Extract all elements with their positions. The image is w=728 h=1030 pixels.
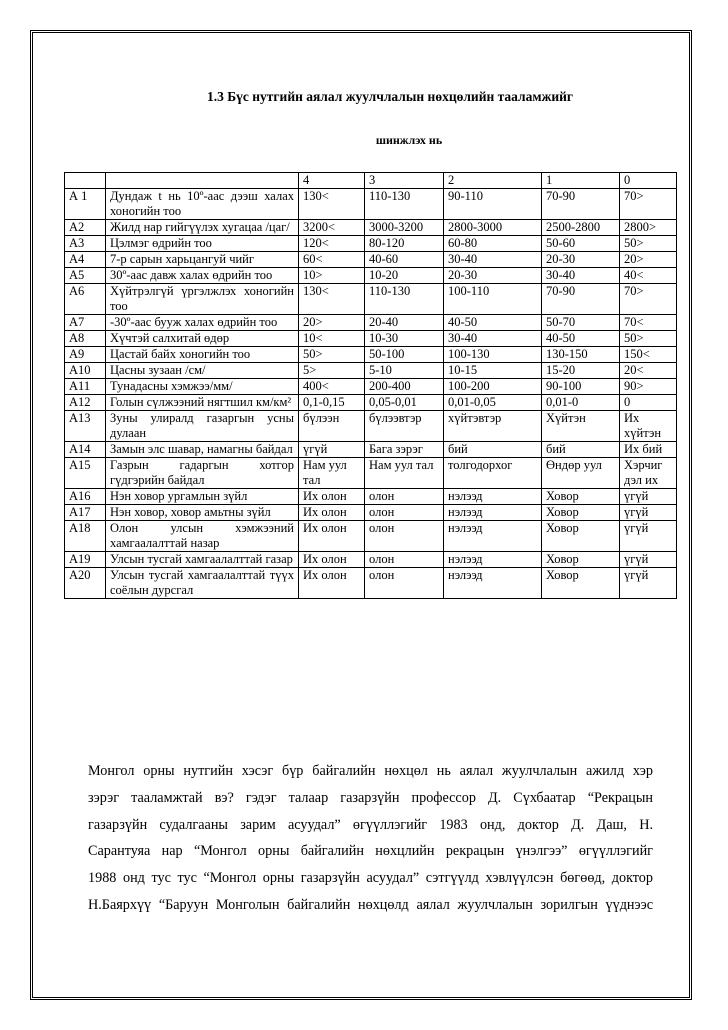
row-criterion: Нэн ховор ургамлын зүйл — [106, 489, 299, 505]
table-row — [65, 189, 677, 220]
row-score-0: 2800> — [620, 220, 677, 236]
row-score-0: 150< — [620, 347, 677, 363]
row-score-3: Бага зэрэг — [365, 442, 444, 458]
row-code: А13 — [65, 411, 106, 442]
row-score-4: Нам уул тал — [299, 458, 365, 489]
row-score-3: олон — [365, 489, 444, 505]
row-criterion: Нэн ховор, ховор амьтны зүйл — [106, 505, 299, 521]
row-score-4: 3200< — [299, 220, 365, 236]
row-score-3: 110-130 — [365, 189, 444, 220]
row-code: А17 — [65, 505, 106, 521]
row-score-0: 70< — [620, 315, 677, 331]
row-score-0: 20< — [620, 363, 677, 379]
row-score-4: 400< — [299, 379, 365, 395]
row-criterion: Тунадасны хэмжээ/мм/ — [106, 379, 299, 395]
row-score-3: 200-400 — [365, 379, 444, 395]
paragraph-line: Монгол орны нутгийн хэсэг бүр байгалийн нөхцөл нь аялал жуулчлалын ажилд хэр — [88, 763, 653, 779]
row-score-4: Их олон — [299, 521, 365, 552]
row-score-4: 10< — [299, 331, 365, 347]
row-score-2: нэлээд — [444, 489, 542, 505]
row-score-0: үгүй — [620, 521, 677, 552]
row-score-0: 70> — [620, 284, 677, 315]
table-row — [65, 552, 677, 568]
row-criterion: Голын сүлжээний нягтшил км/км² — [106, 395, 299, 411]
header-score-0: 0 — [620, 173, 677, 189]
row-score-3: 5-10 — [365, 363, 444, 379]
table-header-row — [65, 173, 677, 189]
row-score-3: бүлээвтэр — [365, 411, 444, 442]
row-code: А7 — [65, 315, 106, 331]
paragraph-line: 1988 онд тус тус “Монгол орны газарзүйн асуудал” сэтгүүлд хэвлүүлсэн бөгөөд, доктор — [88, 870, 653, 887]
header-score-3: 3 — [365, 173, 444, 189]
row-score-4: үгүй — [299, 442, 365, 458]
table-row — [65, 315, 677, 331]
header-code — [65, 173, 106, 189]
row-criterion: Дундаж t нь 10º-аас дээш халах хоногийн тоо — [106, 189, 299, 220]
row-code: А4 — [65, 252, 106, 268]
row-code: А 1 — [65, 189, 106, 220]
row-criterion: Улсын тусгай хамгаалалттай газар — [106, 552, 299, 568]
row-score-4: 20> — [299, 315, 365, 331]
row-score-1: Ховор — [542, 489, 620, 505]
table-row — [65, 379, 677, 395]
row-score-1: Ховор — [542, 568, 620, 599]
row-score-1: 15-20 — [542, 363, 620, 379]
table-row — [65, 363, 677, 379]
row-score-3: Нам уул тал — [365, 458, 444, 489]
row-criterion: Замын элс шавар, намагны байдал — [106, 442, 299, 458]
row-code: А3 — [65, 236, 106, 252]
row-criterion: Цастай байх хоногийн тоо — [106, 347, 299, 363]
row-score-1: Ховор — [542, 505, 620, 521]
paragraph-line: Н.Баярхүү “Баруун Монголын байгалийн нөхцөлд аялал жуулчлалын зорилгын үүднээс — [88, 896, 653, 913]
row-score-1: Ховор — [542, 552, 620, 568]
row-score-0: 70> — [620, 189, 677, 220]
row-code: А19 — [65, 552, 106, 568]
row-score-1: Өндөр уул — [542, 458, 620, 489]
row-score-0: үгүй — [620, 489, 677, 505]
body-paragraph — [88, 758, 653, 919]
section-title-continuation: шинжлэх нь — [375, 133, 443, 147]
row-score-3: 10-30 — [365, 331, 444, 347]
row-score-2: 40-50 — [444, 315, 542, 331]
table-row — [65, 395, 677, 411]
row-code: А15 — [65, 458, 106, 489]
row-score-0: 90> — [620, 379, 677, 395]
row-score-3: 110-130 — [365, 284, 444, 315]
row-code: А6 — [65, 284, 106, 315]
row-criterion: Цэлмэг өдрийн тоо — [106, 236, 299, 252]
row-score-4: Их олон — [299, 489, 365, 505]
row-score-2: бий — [444, 442, 542, 458]
row-code: А9 — [65, 347, 106, 363]
row-score-4: Их олон — [299, 552, 365, 568]
row-score-2: хүйтэвтэр — [444, 411, 542, 442]
row-criterion: Олон улсын хэмжээний хамгаалалттай назар — [106, 521, 299, 552]
row-code: А11 — [65, 379, 106, 395]
row-code: А10 — [65, 363, 106, 379]
row-score-2: нэлээд — [444, 521, 542, 552]
row-code: А20 — [65, 568, 106, 599]
row-score-0: 20> — [620, 252, 677, 268]
table-row — [65, 284, 677, 315]
table-row — [65, 347, 677, 363]
row-score-3: олон — [365, 552, 444, 568]
row-code: А12 — [65, 395, 106, 411]
row-criterion: 30º-аас давж халах өдрийн тоо — [106, 268, 299, 284]
row-score-3: олон — [365, 521, 444, 552]
row-score-2: 20-30 — [444, 268, 542, 284]
row-score-1: 130-150 — [542, 347, 620, 363]
row-code: А14 — [65, 442, 106, 458]
row-score-3: олон — [365, 505, 444, 521]
row-score-3: олон — [365, 568, 444, 599]
row-score-1: 0,01-0 — [542, 395, 620, 411]
row-score-1: Хүйтэн — [542, 411, 620, 442]
row-criterion: Газрын гадаргын хотгор гүдгэрийн байдал — [106, 458, 299, 489]
row-score-0: Их бий — [620, 442, 677, 458]
row-score-3: 40-60 — [365, 252, 444, 268]
row-score-0: Их хүйтэн — [620, 411, 677, 442]
row-score-1: бий — [542, 442, 620, 458]
row-score-2: 30-40 — [444, 331, 542, 347]
row-score-2: 60-80 — [444, 236, 542, 252]
row-code: А8 — [65, 331, 106, 347]
row-score-4: Их олон — [299, 505, 365, 521]
row-score-3: 80-120 — [365, 236, 444, 252]
row-code: А18 — [65, 521, 106, 552]
row-score-3: 50-100 — [365, 347, 444, 363]
row-score-1: 2500-2800 — [542, 220, 620, 236]
row-score-0: үгүй — [620, 568, 677, 599]
row-score-3: 3000-3200 — [365, 220, 444, 236]
row-score-1: 30-40 — [542, 268, 620, 284]
row-score-1: 50-60 — [542, 236, 620, 252]
section-title: 1.3 Бүс нутгийн аялал жуулчлалын нөхцөлийн тааламжийг — [206, 89, 574, 104]
table-row — [65, 411, 677, 442]
row-score-2: 90-110 — [444, 189, 542, 220]
row-score-2: нэлээд — [444, 552, 542, 568]
row-score-0: үгүй — [620, 552, 677, 568]
row-score-4: 0,1-0,15 — [299, 395, 365, 411]
row-criterion: Цасны зузаан /см/ — [106, 363, 299, 379]
row-score-0: Хэрчиг дэл их — [620, 458, 677, 489]
row-score-4: бүлээн — [299, 411, 365, 442]
table-row — [65, 220, 677, 236]
table-row — [65, 236, 677, 252]
row-score-3: 0,05-0,01 — [365, 395, 444, 411]
row-score-0: үгүй — [620, 505, 677, 521]
row-score-4: 5> — [299, 363, 365, 379]
row-score-1: 70-90 — [542, 189, 620, 220]
table-row — [65, 252, 677, 268]
table-row — [65, 442, 677, 458]
row-criterion: Хүйтрэлгүй үргэлжлэх хоногийн тоо — [106, 284, 299, 315]
row-score-2: толгодорхог — [444, 458, 542, 489]
row-code: А16 — [65, 489, 106, 505]
row-score-4: 50> — [299, 347, 365, 363]
row-score-0: 50> — [620, 236, 677, 252]
row-score-2: 10-15 — [444, 363, 542, 379]
row-score-0: 0 — [620, 395, 677, 411]
row-score-4: 120< — [299, 236, 365, 252]
row-score-4: 60< — [299, 252, 365, 268]
row-code: А2 — [65, 220, 106, 236]
row-score-1: Ховор — [542, 521, 620, 552]
table-row — [65, 521, 677, 552]
row-score-4: 130< — [299, 284, 365, 315]
row-score-4: 10> — [299, 268, 365, 284]
header-score-1: 1 — [542, 173, 620, 189]
table-row — [65, 489, 677, 505]
row-criterion: Хүчтэй салхитай өдөр — [106, 331, 299, 347]
row-code: А5 — [65, 268, 106, 284]
row-score-4: Их олон — [299, 568, 365, 599]
paragraph-line: газарзүйн судалгааны зарим асуудал” өгүүллэгийг 1983 онд, доктор Д. Даш, Н. — [88, 816, 653, 833]
row-score-1: 90-100 — [542, 379, 620, 395]
row-score-4: 130< — [299, 189, 365, 220]
row-score-0: 50> — [620, 331, 677, 347]
row-score-2: 30-40 — [444, 252, 542, 268]
table-row — [65, 268, 677, 284]
row-score-2: 2800-3000 — [444, 220, 542, 236]
row-score-2: 0,01-0,05 — [444, 395, 542, 411]
row-score-1: 50-70 — [542, 315, 620, 331]
table-row — [65, 568, 677, 599]
row-score-1: 40-50 — [542, 331, 620, 347]
row-criterion: Жилд нар гийгүүлэх хугацаа /цаг/ — [106, 220, 299, 236]
row-score-2: 100-130 — [444, 347, 542, 363]
table-row — [65, 505, 677, 521]
row-score-1: 70-90 — [542, 284, 620, 315]
row-score-3: 20-40 — [365, 315, 444, 331]
header-score-4: 4 — [299, 173, 365, 189]
row-score-2: нэлээд — [444, 505, 542, 521]
table-row — [65, 458, 677, 489]
row-score-0: 40< — [620, 268, 677, 284]
row-criterion: -30º-аас бууж халах өдрийн тоо — [106, 315, 299, 331]
row-criterion: Улсын тусгай хамгаалалттай түүх соёлын дурсгал — [106, 568, 299, 599]
row-score-1: 20-30 — [542, 252, 620, 268]
header-criterion — [106, 173, 299, 189]
row-criterion: 7-р сарын харьцангуй чийг — [106, 252, 299, 268]
row-score-3: 10-20 — [365, 268, 444, 284]
table-row — [65, 331, 677, 347]
paragraph-line: Сарантуяа нар “Монгол орны байгалийн нөхцлийн рекрацын үнэлгээ” өгүүллэгийг — [88, 843, 653, 860]
row-score-2: нэлээд — [444, 568, 542, 599]
row-criterion: Зуны улиралд газаргын усны дулаан — [106, 411, 299, 442]
header-score-2: 2 — [444, 173, 542, 189]
criteria-table — [64, 172, 677, 599]
row-score-2: 100-110 — [444, 284, 542, 315]
paragraph-line: зэрэг тааламжтай вэ? гэдэг талаар газарзүйн профессор Д. Сүхбаатар “Рекрацын — [88, 789, 653, 806]
row-score-2: 100-200 — [444, 379, 542, 395]
